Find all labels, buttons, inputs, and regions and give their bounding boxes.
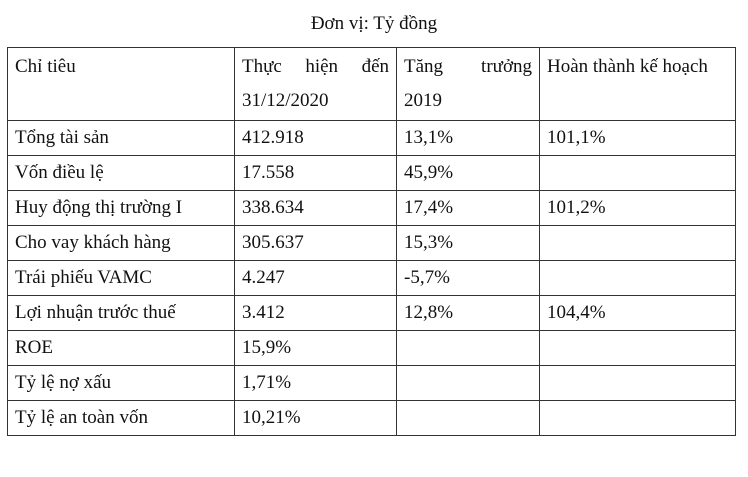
cell-indicator: Huy động thị trường I bbox=[8, 191, 235, 226]
header-plan: Hoàn thành kế hoạch bbox=[540, 48, 736, 121]
cell-growth bbox=[397, 366, 540, 401]
header-growth-line1: Tăng trưởng bbox=[404, 56, 532, 77]
table-row bbox=[8, 366, 736, 401]
header-actual bbox=[235, 48, 397, 121]
cell-growth: -5,7% bbox=[397, 261, 540, 296]
cell-indicator: Trái phiếu VAMC bbox=[8, 261, 235, 296]
table-row bbox=[8, 401, 736, 436]
cell-growth: 45,9% bbox=[397, 156, 540, 191]
cell-indicator: Vốn điều lệ bbox=[8, 156, 235, 191]
cell-plan bbox=[540, 401, 736, 436]
cell-growth: 13,1% bbox=[397, 121, 540, 156]
table-row bbox=[8, 156, 736, 191]
cell-actual: 3.412 bbox=[235, 296, 397, 331]
table-row bbox=[8, 226, 736, 261]
cell-growth: 15,3% bbox=[397, 226, 540, 261]
unit-label: Đơn vị: Tỷ đồng bbox=[310, 13, 438, 34]
cell-actual: 10,21% bbox=[235, 401, 397, 436]
cell-actual: 15,9% bbox=[235, 331, 397, 366]
table-row bbox=[8, 296, 736, 331]
header-actual-line1: Thực hiện đến bbox=[242, 56, 389, 77]
cell-growth: 17,4% bbox=[397, 191, 540, 226]
header-growth bbox=[397, 48, 540, 121]
cell-plan: 101,1% bbox=[540, 121, 736, 156]
table-row bbox=[8, 261, 736, 296]
results-table bbox=[7, 47, 736, 436]
cell-growth: 12,8% bbox=[397, 296, 540, 331]
cell-indicator: ROE bbox=[8, 331, 235, 366]
header-actual-line2: 31/12/2020 bbox=[242, 90, 329, 111]
cell-actual: 305.637 bbox=[235, 226, 397, 261]
table-row bbox=[8, 331, 736, 366]
cell-actual: 1,71% bbox=[235, 366, 397, 401]
cell-indicator: Tỷ lệ an toàn vốn bbox=[8, 401, 235, 436]
table-row bbox=[8, 121, 736, 156]
cell-actual: 412.918 bbox=[235, 121, 397, 156]
header-growth-line2: 2019 bbox=[404, 90, 442, 111]
header-indicator: Chỉ tiêu bbox=[8, 48, 235, 121]
cell-plan bbox=[540, 331, 736, 366]
cell-indicator: Lợi nhuận trước thuế bbox=[8, 296, 235, 331]
cell-growth bbox=[397, 331, 540, 366]
cell-plan bbox=[540, 366, 736, 401]
cell-plan bbox=[540, 226, 736, 261]
cell-plan bbox=[540, 261, 736, 296]
cell-plan: 101,2% bbox=[540, 191, 736, 226]
table-header-row bbox=[8, 48, 736, 121]
cell-plan: 104,4% bbox=[540, 296, 736, 331]
cell-plan bbox=[540, 156, 736, 191]
cell-actual: 338.634 bbox=[235, 191, 397, 226]
cell-indicator: Tỷ lệ nợ xấu bbox=[8, 366, 235, 401]
cell-growth bbox=[397, 401, 540, 436]
cell-indicator: Cho vay khách hàng bbox=[8, 226, 235, 261]
cell-indicator: Tổng tài sản bbox=[8, 121, 235, 156]
cell-actual: 4.247 bbox=[235, 261, 397, 296]
table-row bbox=[8, 191, 736, 226]
cell-actual: 17.558 bbox=[235, 156, 397, 191]
